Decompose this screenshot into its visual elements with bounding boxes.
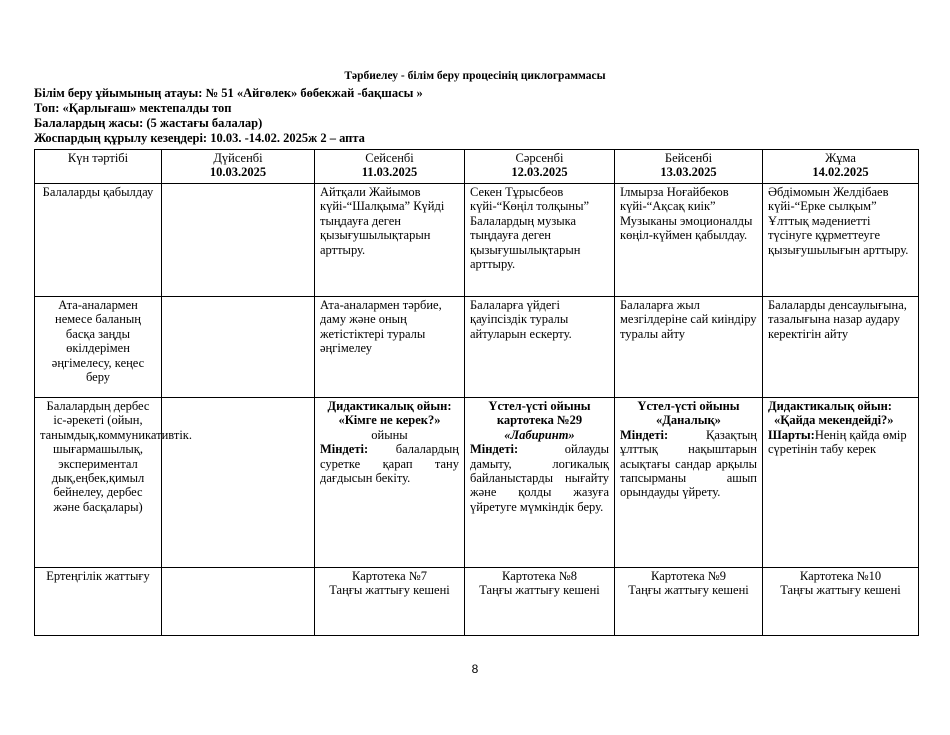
header-wednesday <box>465 150 615 184</box>
activity-subtitle: «Қайда мекендейді?» <box>774 413 894 428</box>
cell-wednesday: Балаларға үйдегі қауіпсіздік туралы айтуларын ескерту. <box>465 297 615 398</box>
activity-task <box>470 442 609 514</box>
table-row-exercise <box>35 568 919 636</box>
table-row-activity <box>35 398 919 568</box>
group-name: Топ: «Қарлығаш» мектепалды топ <box>34 101 232 115</box>
task-label: Міндеті: <box>470 442 519 457</box>
cell-thursday: Ілмырза Ноғайбеков күйі-“Ақсақ киік” Музыканы эмоционалды көңіл-күймен қабылдау. <box>615 184 763 297</box>
day-date: 13.03.2025 <box>660 165 717 180</box>
day-date: 14.02.2025 <box>812 165 869 180</box>
activity-heading <box>320 399 459 442</box>
activity-title: Үстел-үсті ойыны «Даналық» <box>637 399 740 428</box>
cell-monday <box>162 568 315 636</box>
row-label: Ата-аналармен немесе баланың басқа заңды өкілдерімен әңгімелесу, кеңес беру <box>35 297 162 398</box>
document-title: Тәрбиелеу - білім беру процесінің циклограммасы <box>344 70 606 82</box>
cell-friday: Балаларды денсаулығына, тазалығына назар аудару керектігін айту <box>763 297 919 398</box>
day-name: Бейсенбі <box>664 151 713 165</box>
activity-title: Дидактикалық ойын: «Кімге не керек?» <box>327 399 452 428</box>
cell-monday <box>162 184 315 297</box>
day-date: 10.03.2025 <box>209 165 267 180</box>
card-number: Картотека №7 <box>352 569 427 583</box>
day-name: Сәрсенбі <box>515 151 564 165</box>
cell-thursday <box>615 398 763 568</box>
cell-tuesday: Айтқали Жайымов күйі-“Шалқыма” Күйді тыңдауға деген қызығушылықтарын арттыру. <box>315 184 465 297</box>
cell-tuesday <box>315 568 465 636</box>
org-name: Білім беру ұйымының атауы: № 51 «Айгөлек» бөбекжай -бақшасы » <box>34 86 423 100</box>
header-thursday <box>615 150 763 184</box>
cell-wednesday <box>465 398 615 568</box>
day-name: Сейсенбі <box>365 151 414 165</box>
cell-thursday: Балаларға жыл мезгілдеріне сай киіндіру туралы айту <box>615 297 763 398</box>
plan-period: Жоспардың құрылу кезеңдері: 10.03. -14.02. 2025ж 2 – апта <box>34 131 365 145</box>
task-label: Міндеті: <box>320 442 369 457</box>
cell-friday <box>763 398 919 568</box>
header-regime <box>35 150 162 184</box>
table-row-parents <box>35 297 919 398</box>
table-header-row <box>35 150 919 184</box>
task-text: Қазақтың ұлттық нақыштарын асықтағы сандар арқылы тапсырманы ашып орындауды үйрету. <box>620 427 757 500</box>
row-label: Балалардың дербес іс-әрекеті (ойын, танымдық,коммуникативтік. шығармашылық, экспериментал дық,еңбек,қимыл бейнелеу, дербес және басқалары) <box>35 398 162 568</box>
task-label: Шарты: <box>768 427 815 442</box>
cell-monday <box>162 297 315 398</box>
day-name: Жұма <box>825 151 856 165</box>
day-name: Дүйсенбі <box>213 151 263 165</box>
cell-wednesday: Секен Тұрысбеов күйі-“Көңіл толқыны” Балалардың музыка тыңдауға деген қызығушылықтарын арттыру. <box>465 184 615 297</box>
card-number: Картотека №8 <box>502 569 577 583</box>
row-label: Балаларды қабылдау <box>35 184 162 297</box>
cell-friday: Әбдімомын Желдібаев күйі-“Ерке сылқым” Ұлттық мәдениетті түсінуге құрметтеуге қызығушылығын арттыру. <box>763 184 919 297</box>
card-desc: Таңғы жаттығу кешені <box>479 583 600 598</box>
card-desc: Таңғы жаттығу кешені <box>628 583 749 598</box>
cell-wednesday <box>465 568 615 636</box>
task-text: Ненің қайда өмір сүретінін табу керек <box>768 427 907 457</box>
header-tuesday <box>315 150 465 184</box>
cell-tuesday <box>315 398 465 568</box>
cell-friday <box>763 568 919 636</box>
header-regime-label: Күн тәртібі <box>67 151 129 165</box>
day-date: 12.03.2025 <box>511 165 568 180</box>
cell-monday <box>162 398 315 568</box>
activity-subtitle: «Лабиринт» <box>504 427 575 442</box>
activity-task <box>768 428 913 457</box>
schedule-table <box>34 149 919 636</box>
card-number: Картотека №9 <box>651 569 726 583</box>
card-desc: Таңғы жаттығу кешені <box>780 583 901 598</box>
card-desc: Таңғы жаттығу кешені <box>329 583 450 598</box>
day-date: 11.03.2025 <box>361 165 418 180</box>
children-age: Балалардың жасы: (5 жастағы балалар) <box>34 116 263 130</box>
activity-title: Дидактикалық ойын: <box>768 399 892 413</box>
activity-title: Үстел-үсті ойыны картотека №29 <box>488 399 591 428</box>
task-text: ойлауды дамыту, логикалық байланыстарды нығайту және қолды жазуға үйретуге мүмкіндік беру. <box>470 442 609 514</box>
card-number: Картотека №10 <box>799 569 882 583</box>
activity-task <box>320 442 459 485</box>
row-label: Ертеңгілік жаттығу <box>35 568 162 636</box>
activity-task <box>620 428 757 500</box>
header-friday <box>763 150 919 184</box>
table-row-reception <box>35 184 919 297</box>
activity-title-suffix: ойыны <box>371 427 408 442</box>
header-monday <box>162 150 315 184</box>
cell-tuesday: Ата-аналармен тәрбие, даму және оның жетістіктері туралы әңгімелеу <box>315 297 465 398</box>
cell-thursday <box>615 568 763 636</box>
task-label: Міндеті: <box>620 427 669 442</box>
task-text: балалардың суретке қарап тану дағдысын бекіту. <box>320 442 459 486</box>
page-number: 8 <box>471 662 479 676</box>
